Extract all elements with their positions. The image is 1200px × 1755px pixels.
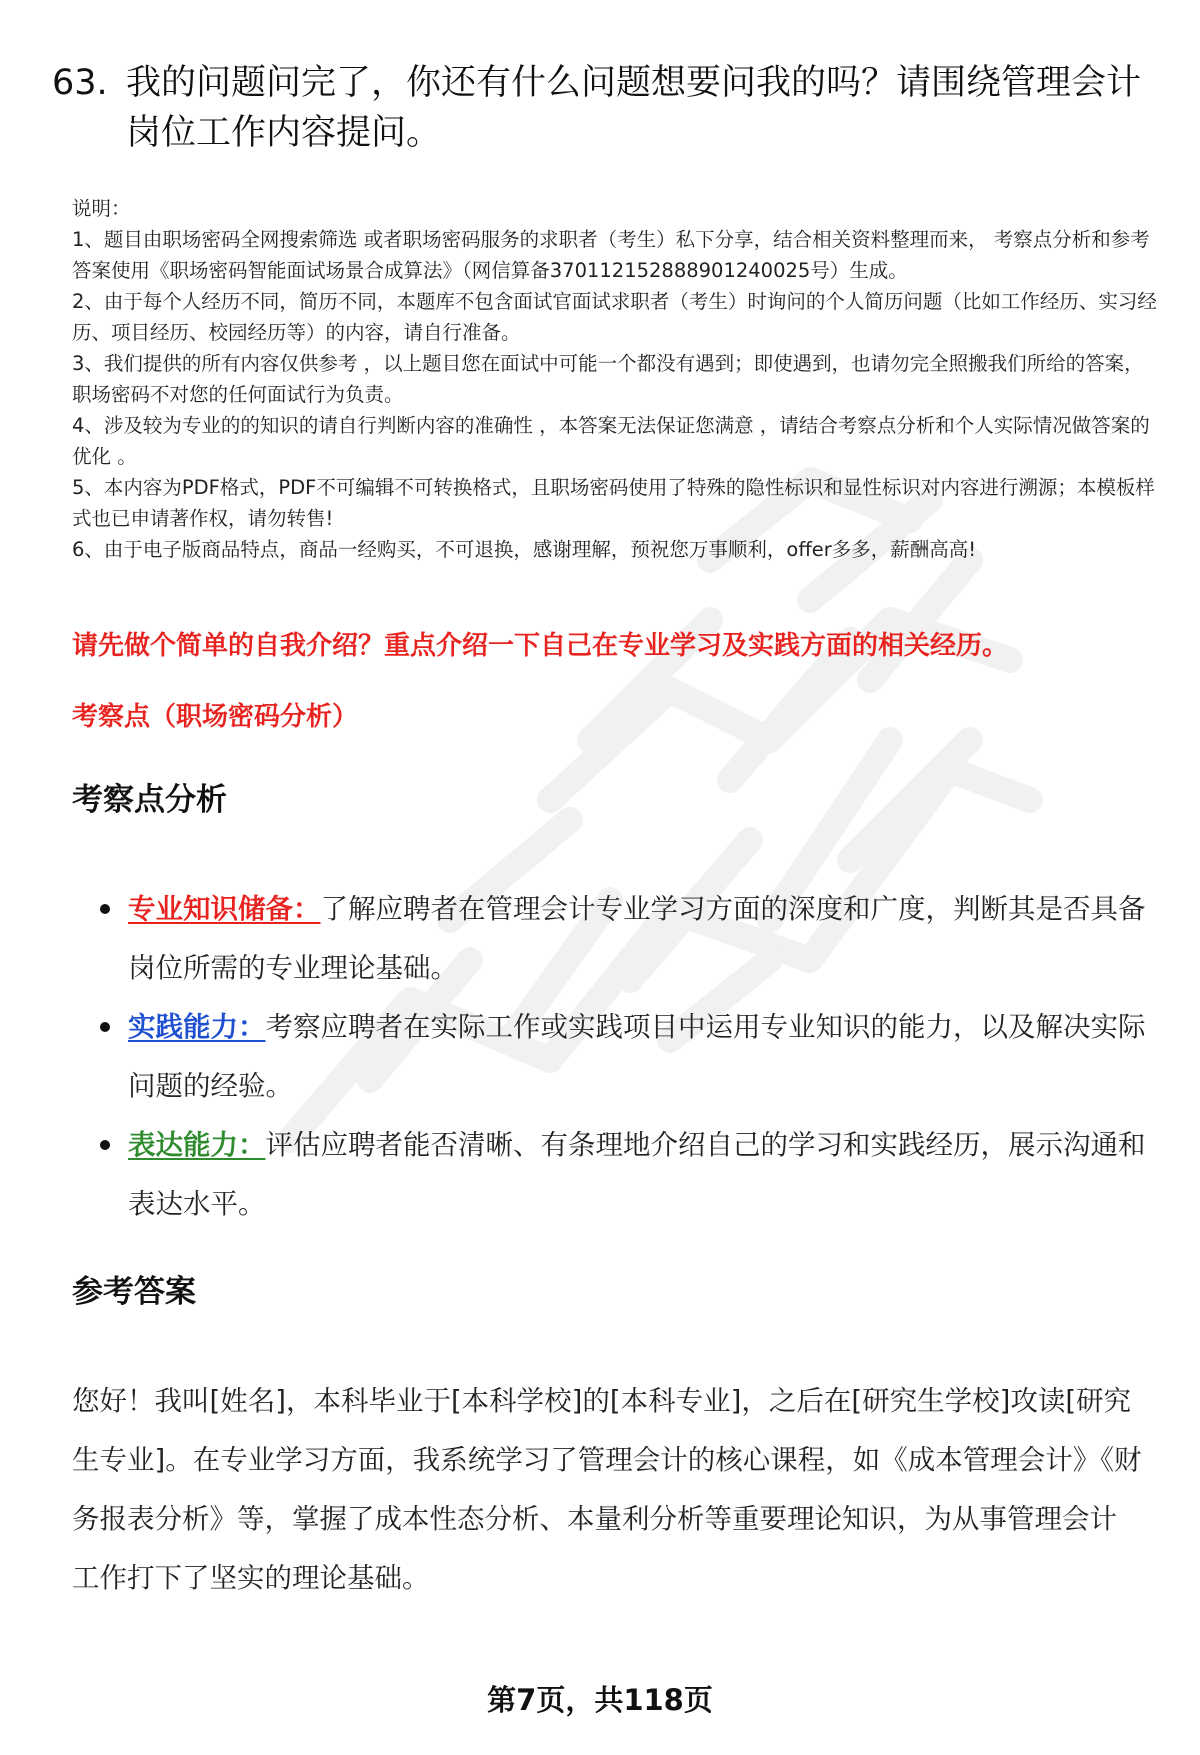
keyword-expression-ability: 表达能力： bbox=[128, 1129, 266, 1161]
analysis-heading: 考察点分析 bbox=[72, 782, 227, 818]
notes-section bbox=[72, 193, 1157, 565]
list-item bbox=[100, 998, 1160, 1116]
note-item: 3、我们提供的所有内容仅供参考 ，以上题目您在面试中可能一个都没有遇到；即使遇到，也请勿完全照搬我们所给的答案，职场密码不对您的任何面试行为负责。 bbox=[72, 352, 1144, 406]
page-footer: 第7页，共118页 bbox=[487, 1683, 713, 1717]
keyword-professional-knowledge: 专业知识储备： bbox=[128, 893, 321, 925]
bullet-text: 评估应聘者能否清晰、有条理地介绍自己的学习和实践经历，展示沟通和表达水平。 bbox=[128, 1129, 1146, 1220]
bullet-text: 考察应聘者在实际工作或实践项目中运用专业知识的能力，以及解决实际问题的经验。 bbox=[128, 1011, 1146, 1102]
interview-question: 请先做个简单的自我介绍？重点介绍一下自己在专业学习及实践方面的相关经历。 bbox=[72, 631, 1009, 661]
bullet-dot bbox=[100, 1140, 110, 1150]
answer-heading: 参考答案 bbox=[72, 1274, 196, 1310]
question-text: 我的问题问完了，你还有什么问题想要问我的吗？请围绕管理会计岗位工作内容提问。 bbox=[126, 63, 1142, 153]
analysis-subtitle: 考察点（职场密码分析） bbox=[72, 702, 359, 732]
analysis-list bbox=[100, 880, 1160, 1234]
note-item: 5、本内容为PDF格式，PDF不可编辑不可转换格式，且职场密码使用了特殊的隐性标识和显性标识对内容进行溯源；本模板样式也已申请著作权，请勿转售! bbox=[72, 476, 1155, 530]
bullet-dot bbox=[100, 904, 110, 914]
bullet-text: 了解应聘者在管理会计专业学习方面的深度和广度，判断其是否具备岗位所需的专业理论基础。 bbox=[128, 893, 1146, 984]
keyword-practical-ability: 实践能力： bbox=[128, 1011, 266, 1043]
question bbox=[52, 58, 1152, 158]
answer-text: 您好！我叫[姓名]，本科毕业于[本科学校]的[本科专业]，之后在[研究生学校]攻读[研究生专业]。在专业学习方面，我系统学习了管理会计的核心课程，如《成本管理会计》《财务报表分析》等，掌握了成本性态分析、本量利分析等重要理论知识，为从事管理会计工作打下了坚实的理论基础。 bbox=[72, 1385, 1142, 1594]
bullet-dot bbox=[100, 1022, 110, 1032]
note-item: 6、由于电子版商品特点，商品一经购买，不可退换，感谢理解，预祝您万事顺利，offer多多，薪酬高高! bbox=[72, 538, 977, 561]
notes-title: 说明： bbox=[72, 197, 131, 220]
note-item: 2、由于每个人经历不同，简历不同，本题库不包含面试官面试求职者（考生）时询问的个人简历问题（比如工作经历、实习经历、项目经历、校园经历等）的内容，请自行准备。 bbox=[72, 290, 1157, 344]
list-item bbox=[100, 1116, 1160, 1234]
note-item: 4、涉及较为专业的的知识的请自行判断内容的准确性 ，本答案无法保证您满意 ，请结合考察点分析和个人实际情况做答案的优化 。 bbox=[72, 414, 1150, 468]
question-number: 63. bbox=[52, 63, 108, 103]
note-item: 1、题目由职场密码全网搜索筛选 或者职场密码服务的求职者（考生）私下分享，结合相关资料整理而来， 考察点分析和参考答案使用《职场密码智能面试场景合成算法》（网信算备370112152888901240025号）生成。 bbox=[72, 228, 1150, 282]
list-item bbox=[100, 880, 1160, 998]
